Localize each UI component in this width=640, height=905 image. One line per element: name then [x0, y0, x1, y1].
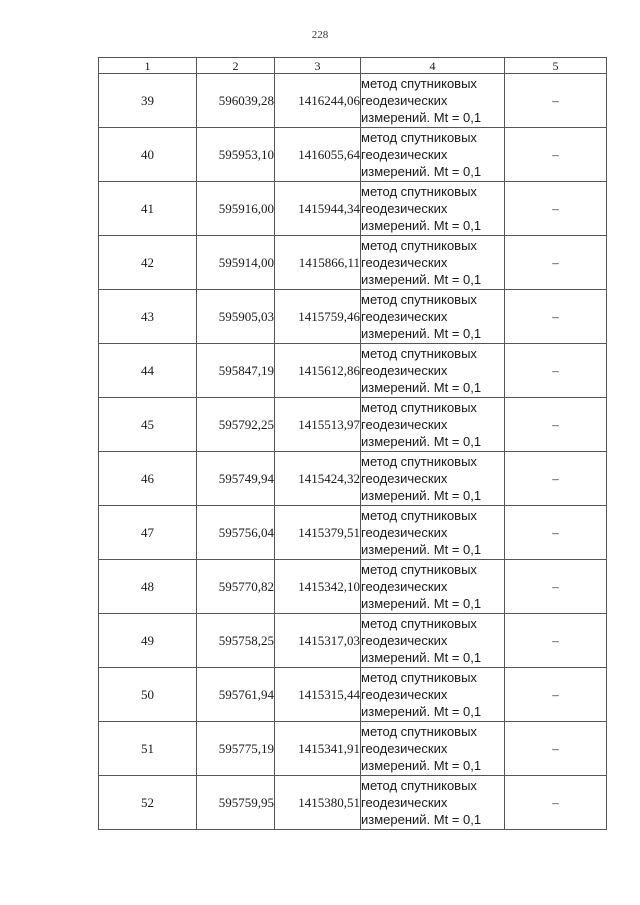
table-body — [99, 74, 607, 830]
y-coordinate: 1415424,32 — [275, 452, 361, 506]
determination-method — [361, 290, 505, 344]
note-dash: – — [505, 668, 607, 722]
method-line: измерений. Mt = 0,1 — [361, 488, 482, 503]
y-coordinate: 1415379,51 — [275, 506, 361, 560]
table-row — [99, 668, 607, 722]
method-line: измерений. Mt = 0,1 — [361, 164, 482, 179]
y-coordinate: 1415866,11 — [275, 236, 361, 290]
note-dash: – — [505, 344, 607, 398]
method-line: метод спутниковых — [361, 778, 477, 793]
table-row — [99, 344, 607, 398]
column-header: 5 — [505, 58, 607, 74]
determination-method — [361, 668, 505, 722]
point-number: 43 — [99, 290, 197, 344]
determination-method — [361, 344, 505, 398]
y-coordinate: 1415513,97 — [275, 398, 361, 452]
determination-method — [361, 182, 505, 236]
point-number: 49 — [99, 614, 197, 668]
x-coordinate: 595758,25 — [197, 614, 275, 668]
x-coordinate: 595761,94 — [197, 668, 275, 722]
table-header-row — [99, 58, 607, 74]
method-line: измерений. Mt = 0,1 — [361, 704, 482, 719]
table-row — [99, 128, 607, 182]
method-line: метод спутниковых — [361, 616, 477, 631]
determination-method — [361, 452, 505, 506]
determination-method — [361, 722, 505, 776]
y-coordinate: 1415612,86 — [275, 344, 361, 398]
table-row — [99, 776, 607, 830]
note-dash: – — [505, 776, 607, 830]
determination-method — [361, 236, 505, 290]
point-number: 52 — [99, 776, 197, 830]
method-line: геодезических — [361, 579, 448, 594]
method-line: метод спутниковых — [361, 184, 477, 199]
method-line: геодезических — [361, 741, 448, 756]
table-row — [99, 182, 607, 236]
x-coordinate: 595759,95 — [197, 776, 275, 830]
method-line: метод спутниковых — [361, 130, 477, 145]
point-number: 39 — [99, 74, 197, 128]
point-number: 50 — [99, 668, 197, 722]
method-line: геодезических — [361, 795, 448, 810]
y-coordinate: 1415315,44 — [275, 668, 361, 722]
point-number: 46 — [99, 452, 197, 506]
point-number: 44 — [99, 344, 197, 398]
y-coordinate: 1415317,03 — [275, 614, 361, 668]
method-line: метод спутниковых — [361, 670, 477, 685]
method-line: метод спутниковых — [361, 238, 477, 253]
method-line: измерений. Mt = 0,1 — [361, 434, 482, 449]
x-coordinate: 595953,10 — [197, 128, 275, 182]
coordinates-table — [98, 57, 607, 830]
y-coordinate: 1416055,64 — [275, 128, 361, 182]
point-number: 48 — [99, 560, 197, 614]
column-header: 2 — [197, 58, 275, 74]
point-number: 51 — [99, 722, 197, 776]
method-line: метод спутниковых — [361, 292, 477, 307]
x-coordinate: 596039,28 — [197, 74, 275, 128]
x-coordinate: 595775,19 — [197, 722, 275, 776]
column-header: 4 — [361, 58, 505, 74]
x-coordinate: 595905,03 — [197, 290, 275, 344]
note-dash: – — [505, 506, 607, 560]
determination-method — [361, 398, 505, 452]
note-dash: – — [505, 290, 607, 344]
note-dash: – — [505, 398, 607, 452]
y-coordinate: 1415380,51 — [275, 776, 361, 830]
method-line: геодезических — [361, 147, 448, 162]
table-row — [99, 506, 607, 560]
method-line: измерений. Mt = 0,1 — [361, 812, 482, 827]
method-line: метод спутниковых — [361, 76, 477, 91]
note-dash: – — [505, 74, 607, 128]
method-line: геодезических — [361, 633, 448, 648]
note-dash: – — [505, 236, 607, 290]
method-line: измерений. Mt = 0,1 — [361, 758, 482, 773]
method-line: метод спутниковых — [361, 724, 477, 739]
y-coordinate: 1415341,91 — [275, 722, 361, 776]
method-line: геодезических — [361, 687, 448, 702]
note-dash: – — [505, 128, 607, 182]
method-line: геодезических — [361, 201, 448, 216]
x-coordinate: 595770,82 — [197, 560, 275, 614]
table-row — [99, 74, 607, 128]
method-line: геодезических — [361, 309, 448, 324]
note-dash: – — [505, 614, 607, 668]
determination-method — [361, 506, 505, 560]
x-coordinate: 595792,25 — [197, 398, 275, 452]
method-line: измерений. Mt = 0,1 — [361, 272, 482, 287]
method-line: метод спутниковых — [361, 346, 477, 361]
method-line: геодезических — [361, 363, 448, 378]
method-line: измерений. Mt = 0,1 — [361, 326, 482, 341]
note-dash: – — [505, 722, 607, 776]
table-row — [99, 452, 607, 506]
table-row — [99, 722, 607, 776]
determination-method — [361, 776, 505, 830]
x-coordinate: 595749,94 — [197, 452, 275, 506]
method-line: геодезических — [361, 525, 448, 540]
x-coordinate: 595914,00 — [197, 236, 275, 290]
column-header: 1 — [99, 58, 197, 74]
method-line: измерений. Mt = 0,1 — [361, 380, 482, 395]
method-line: метод спутниковых — [361, 400, 477, 415]
table-row — [99, 614, 607, 668]
table-row — [99, 560, 607, 614]
method-line: метод спутниковых — [361, 562, 477, 577]
determination-method — [361, 614, 505, 668]
point-number: 47 — [99, 506, 197, 560]
x-coordinate: 595847,19 — [197, 344, 275, 398]
note-dash: – — [505, 182, 607, 236]
determination-method — [361, 560, 505, 614]
point-number: 41 — [99, 182, 197, 236]
table-row — [99, 236, 607, 290]
point-number: 42 — [99, 236, 197, 290]
method-line: геодезических — [361, 471, 448, 486]
y-coordinate: 1415944,34 — [275, 182, 361, 236]
column-header: 3 — [275, 58, 361, 74]
y-coordinate: 1415759,46 — [275, 290, 361, 344]
point-number: 40 — [99, 128, 197, 182]
determination-method — [361, 128, 505, 182]
method-line: измерений. Mt = 0,1 — [361, 596, 482, 611]
y-coordinate: 1416244,06 — [275, 74, 361, 128]
point-number: 45 — [99, 398, 197, 452]
table-row — [99, 290, 607, 344]
determination-method — [361, 74, 505, 128]
page-number: 228 — [311, 29, 329, 41]
method-line: измерений. Mt = 0,1 — [361, 110, 482, 125]
method-line: измерений. Mt = 0,1 — [361, 542, 482, 557]
method-line: геодезических — [361, 93, 448, 108]
x-coordinate: 595756,04 — [197, 506, 275, 560]
method-line: метод спутниковых — [361, 508, 477, 523]
method-line: геодезических — [361, 417, 448, 432]
x-coordinate: 595916,00 — [197, 182, 275, 236]
method-line: измерений. Mt = 0,1 — [361, 650, 482, 665]
note-dash: – — [505, 452, 607, 506]
method-line: измерений. Mt = 0,1 — [361, 218, 482, 233]
table-row — [99, 398, 607, 452]
y-coordinate: 1415342,10 — [275, 560, 361, 614]
method-line: метод спутниковых — [361, 454, 477, 469]
method-line: геодезических — [361, 255, 448, 270]
note-dash: – — [505, 560, 607, 614]
